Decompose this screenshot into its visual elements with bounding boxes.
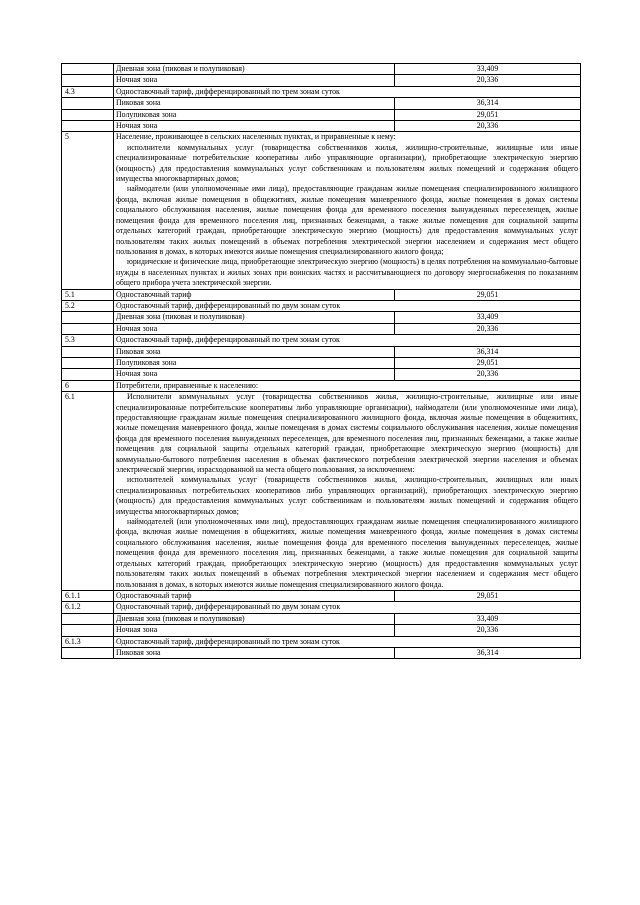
row-number <box>62 312 114 323</box>
table-row <box>62 636 581 647</box>
row-label: Одноставочный тариф <box>114 590 395 601</box>
tariff-value: 29,051 <box>395 109 581 120</box>
row-number <box>62 323 114 334</box>
tariff-value: 33,409 <box>395 64 581 75</box>
tariff-value: 36,314 <box>395 346 581 357</box>
tariff-value: 20,336 <box>395 121 581 132</box>
table-row <box>62 590 581 601</box>
table-row <box>62 289 581 300</box>
table-row <box>62 613 581 624</box>
paragraph: исполнители коммунальных услуг (товарищества собственников жилья, жилищно-строительные, жилищные или иные специализированные потребительские кооперативы либо управляющие организации), приобретающие электрическую энергию (мощность) для предоставления коммунальных услуг собственникам и пользователям жилых помещений и содержания общего имущества многоквартирных домов; <box>116 142 578 184</box>
row-number: 6.1 <box>62 392 114 591</box>
row-number: 5.1 <box>62 289 114 300</box>
row-number <box>62 357 114 368</box>
row-label: Ночная зона <box>114 75 395 86</box>
row-number: 5 <box>62 132 114 289</box>
table-row <box>62 109 581 120</box>
tariff-value: 29,051 <box>395 289 581 300</box>
row-number: 4.3 <box>62 86 114 97</box>
row-label: Полупиковая зона <box>114 109 395 120</box>
row-number <box>62 121 114 132</box>
row-label: Ночная зона <box>114 625 395 636</box>
row-heading: Одноставочный тариф, дифференцированный по трем зонам суток <box>114 636 581 647</box>
paragraph: Население, проживающее в сельских населенных пунктах, и приравненные к нему: <box>116 132 396 142</box>
row-label: Полупиковая зона <box>114 357 395 368</box>
row-description <box>114 392 581 591</box>
row-number <box>62 625 114 636</box>
table-row <box>62 300 581 311</box>
row-label: Дневная зона (пиковая и полупиковая) <box>114 613 395 624</box>
row-number <box>62 346 114 357</box>
table-row <box>62 132 581 289</box>
row-number: 6 <box>62 380 114 391</box>
tariff-value: 36,314 <box>395 98 581 109</box>
paragraph: Исполнители коммунальных услуг (товарищества собственников жилья, жилищно-строительные, жилищные или иные специализированные потребительские кооперативы либо управляющие организации), наймодатели (или уполномоченные ими лица), предоставляющие гражданам жилые помещения специализированного жилищного фонда, включая жилые помещения в общежитиях, жилые помещения маневренного фонда, жилые помещения в домах системы социального обслуживания населения, жилые помещения фонда для временного поселения вынужденных переселенцев, для временного поселения лиц, признанных беженцами, а также жилые помещения для социальной защиты отдельных категорий граждан, приобретающие электрическую энергию (мощность) для коммунально-бытового потребления населения в объемах фактического потребления электрической энергии населения и объемах электрической энергии, израсходованной на места общего пользования, за исключением: <box>116 392 578 475</box>
row-number <box>62 109 114 120</box>
table-row <box>62 64 581 75</box>
row-label: Пиковая зона <box>114 98 395 109</box>
row-number <box>62 98 114 109</box>
row-label: Ночная зона <box>114 369 395 380</box>
paragraph: наймодателей (или уполномоченных ими лиц), предоставляющих гражданам жилые помещения специализированного жилищного фонда, включая жилые помещения в общежитиях, жилые помещения маневренного фонда, жилые помещения в домах системы социального обслуживания населения, жилые помещения фонда для временного поселения вынужденных переселенцев, жилые помещения фонда для временного поселения лиц, признанных беженцами, а также жилые помещения для социальной защиты отдельных категорий граждан, приобретающих электрическую энергию (мощность) для предоставления коммунальных услуг пользователям таких жилых помещений в объемах потребления электрической энергии населением и содержания мест общего пользования в домах, в которых имеются жилые помещения специализированного жилого фонда. <box>116 517 578 589</box>
row-number <box>62 647 114 658</box>
row-number: 6.1.1 <box>62 590 114 601</box>
row-number: 6.1.3 <box>62 636 114 647</box>
row-number <box>62 613 114 624</box>
row-description <box>114 132 581 289</box>
tariff-value: 29,051 <box>395 357 581 368</box>
row-heading: Одноставочный тариф, дифференцированный по трем зонам суток <box>114 335 581 346</box>
paragraph: юридические и физические лица, приобретающие электрическую энергию (мощность) в целях потребления на коммунально-бытовые нужды в населенных пунктах и жилых зонах при воинских частях и рассчитывающиеся по договору энергоснабжения по показаниям общего прибора учета электрической энергии. <box>116 257 578 288</box>
row-label: Дневная зона (пиковая и полупиковая) <box>114 312 395 323</box>
row-label: Пиковая зона <box>114 346 395 357</box>
row-heading: Потребители, приравненные к населению: <box>114 380 581 391</box>
tariff-value: 20,336 <box>395 323 581 334</box>
table-row <box>62 392 581 591</box>
table-row <box>62 357 581 368</box>
tariff-value: 29,051 <box>395 590 581 601</box>
table-row <box>62 647 581 658</box>
row-heading: Одноставочный тариф, дифференцированный по двум зонам суток <box>114 602 581 613</box>
row-heading: Одноставочный тариф, дифференцированный по двум зонам суток <box>114 300 581 311</box>
table-row <box>62 369 581 380</box>
row-number: 6.1.2 <box>62 602 114 613</box>
row-label: Ночная зона <box>114 323 395 334</box>
row-heading: Одноставочный тариф, дифференцированный по трем зонам суток <box>114 86 581 97</box>
row-label: Одноставочный тариф <box>114 289 395 300</box>
table-row <box>62 86 581 97</box>
table-row <box>62 121 581 132</box>
table-row <box>62 602 581 613</box>
row-number <box>62 75 114 86</box>
paragraph: наймодатели (или уполномоченные ими лица), предоставляющие гражданам жилые помещения специализированного жилищного фонда, включая жилые помещения в общежитиях, жилые помещения маневренного фонда, жилые помещения в домах системы социального обслуживания населения, жилые помещения фонда для временного поселения вынужденных переселенцев, жилые помещения фонда для временного поселения лиц, признанных беженцами, а также жилые помещения для социальной защиты отдельных категорий граждан, приобретающие электрическую энергию (мощность) для предоставления коммунальных услуг пользователям таких жилых помещений в объемах потребления электрической энергии населением и содержания мест общего пользования в домах, в которых имеются жилые помещения специализированного жилого фонда; <box>116 184 578 256</box>
paragraph: исполнителей коммунальных услуг (товариществ собственников жилья, жилищно-строительных, жилищных или иных специализированных потребительских кооперативов либо управляющих организаций), приобретающих электрическую энергию (мощность) для предоставления коммунальных услуг собственникам и пользователям жилых помещений и содержания общего имущества многоквартирных домов; <box>116 475 578 516</box>
tariff-value: 20,336 <box>395 75 581 86</box>
tariff-value: 20,336 <box>395 369 581 380</box>
row-label: Ночная зона <box>114 121 395 132</box>
tariff-table-body <box>62 64 581 659</box>
row-number <box>62 64 114 75</box>
tariff-table <box>61 63 581 659</box>
table-row <box>62 75 581 86</box>
table-row <box>62 346 581 357</box>
tariff-value: 33,409 <box>395 312 581 323</box>
row-label: Дневная зона (пиковая и полупиковая) <box>114 64 395 75</box>
row-number: 5.3 <box>62 335 114 346</box>
table-row <box>62 625 581 636</box>
table-row <box>62 98 581 109</box>
tariff-value: 33,409 <box>395 613 581 624</box>
tariff-value: 36,314 <box>395 647 581 658</box>
table-row <box>62 323 581 334</box>
row-number <box>62 369 114 380</box>
table-row <box>62 380 581 391</box>
tariff-value: 20,336 <box>395 625 581 636</box>
table-row <box>62 312 581 323</box>
row-label: Пиковая зона <box>114 647 395 658</box>
row-number: 5.2 <box>62 300 114 311</box>
table-row <box>62 335 581 346</box>
